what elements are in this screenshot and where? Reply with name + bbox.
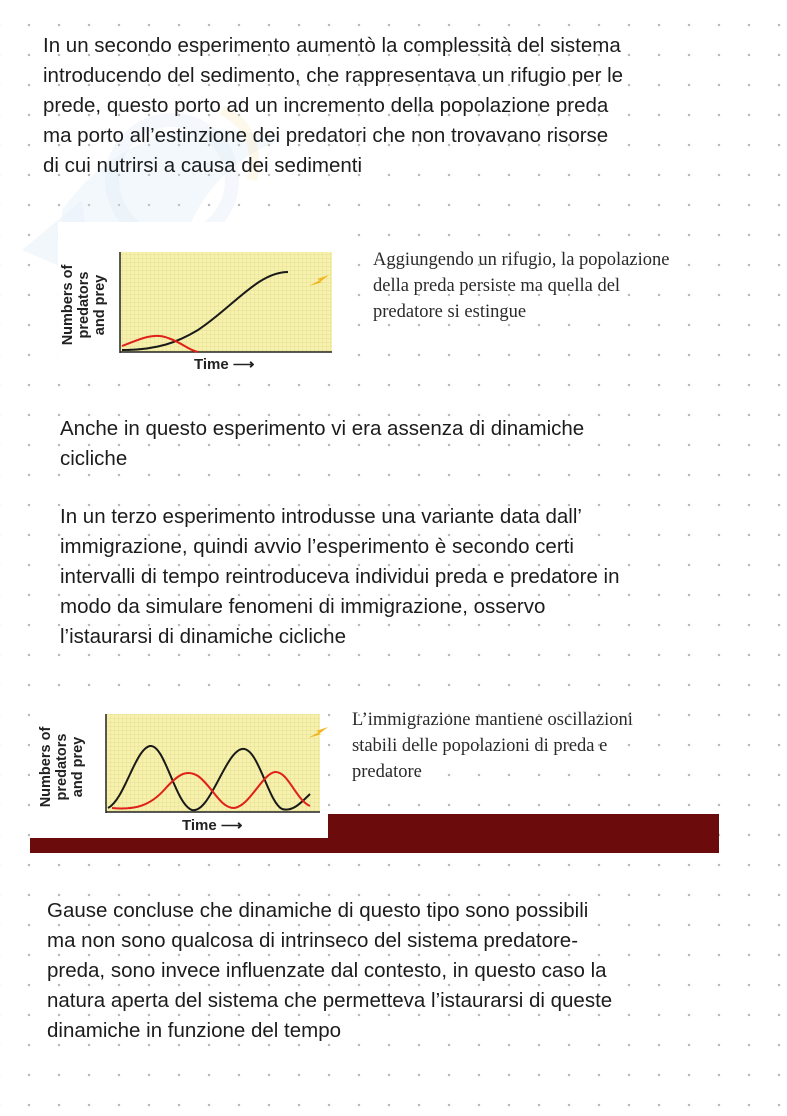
arrow-right-icon: ⟶ — [220, 817, 243, 834]
x-axis-label: Time — [194, 356, 229, 373]
arrow-right-icon: ⟶ — [232, 356, 255, 373]
figure-refuge — [58, 222, 336, 376]
y-axis-label: Numbers of predators and prey — [38, 726, 86, 808]
y-axis-label: Numbers of predators and prey — [60, 264, 108, 346]
paragraph-second-experiment: In un secondo esperimento aumentò la complessità del sistema introducendo del sedimento, che rappresentava un rifugio per le prede, questo porto ad un incremento della popolazione preda ma porto all’estinzione dei predatori che non trovavano risorse di cui nutrirsi a causa dei sedimenti — [43, 34, 624, 177]
lightning-arrow-icon — [307, 726, 329, 740]
x-axis-label: Time — [182, 817, 217, 834]
paragraph-no-cycles: Anche in questo esperimento vi era assenza di dinamiche cicliche — [60, 417, 585, 470]
paragraph-conclusion: Gause concluse che dinamiche di questo tipo sono possibili ma non sono qualcosa di intrinseco del sistema predatore- preda, sono invece influenzate dal contesto, in questo caso la natura aperta del sistema che permetteva l’istaurarsi di queste dinamiche in funzione del tempo — [47, 899, 613, 1042]
refuge-plot — [58, 222, 336, 376]
caption-immigration: L’immigrazione mantiene oscillazioni stabili delle popolazioni di preda e predatore — [352, 710, 633, 782]
paragraph-third-experiment: In un terzo esperimento introdusse una variante data dall’ immigrazione, quindi avvio l’esperimento è secondo certi intervalli di tempo reintroduceva individui preda e predatore in modo da simulare fenomeni di immigrazione, osservo l’istaurarsi di dinamiche cicliche — [60, 505, 620, 648]
immigration-plot — [30, 694, 328, 838]
lightning-arrow-icon — [308, 274, 330, 288]
caption-refuge: Aggiungendo un rifugio, la popolazione della preda persiste ma quella del predatore si estingue — [373, 250, 670, 322]
figure-immigration — [30, 694, 328, 838]
plot-area — [106, 714, 320, 812]
